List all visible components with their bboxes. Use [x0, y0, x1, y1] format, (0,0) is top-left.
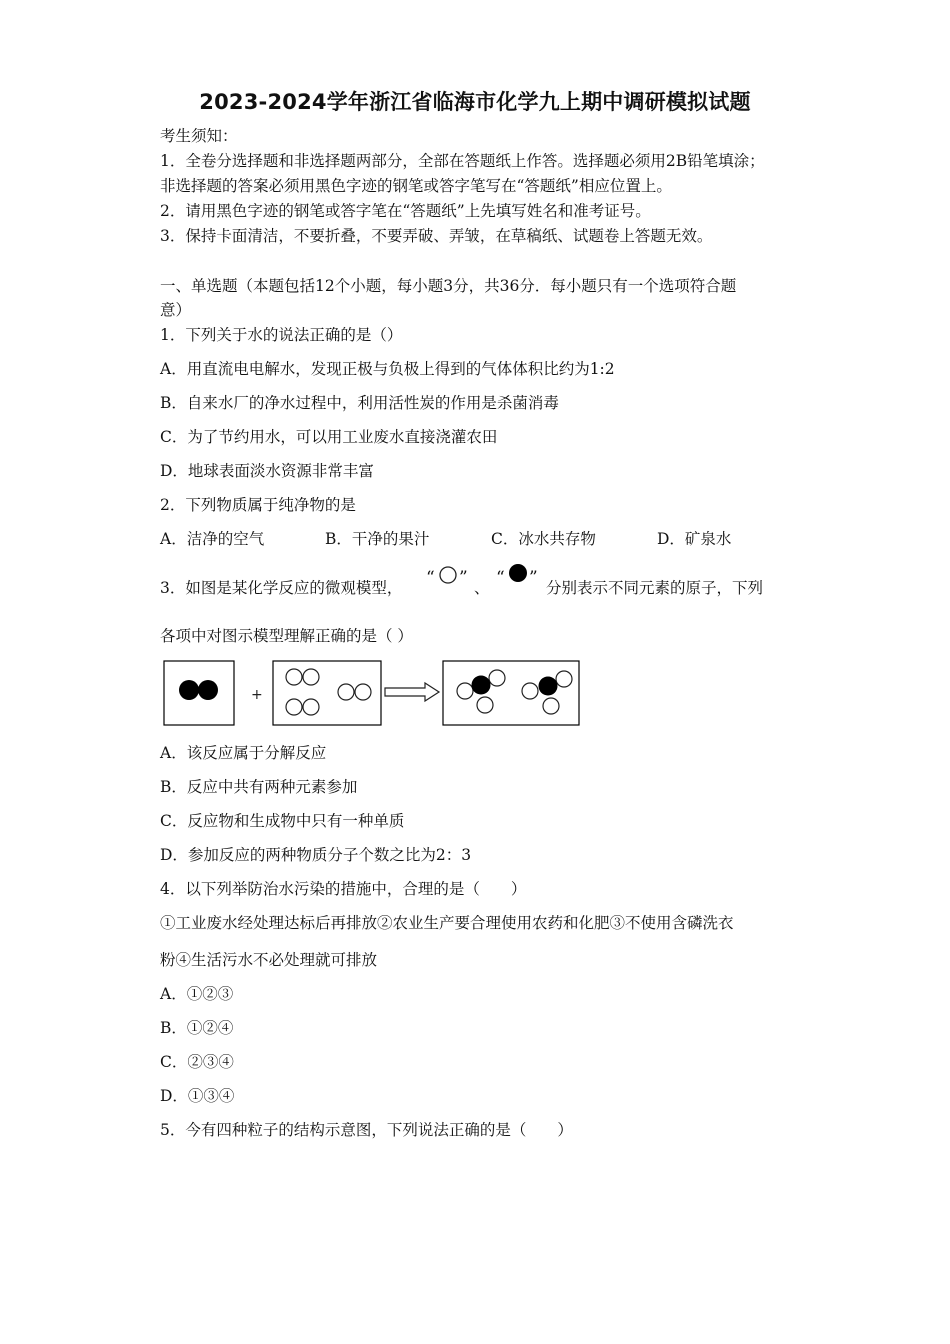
- notice-item-3: 3．保持卡面清洁，不要折叠，不要弄破、弄皱，在草稿纸、试题卷上答题无效。: [160, 227, 713, 245]
- q1-option-c: C．为了节约用水，可以用工业废水直接浇灌农田: [160, 428, 498, 446]
- notice-heading: 考生须知：: [160, 127, 238, 145]
- q3-stem-line2: 各项中对图示模型理解正确的是（ ）: [160, 627, 413, 645]
- notice-item-2: 2．请用黑色字迹的钢笔或答字笔在“答题纸”上先填写姓名和准考证号。: [160, 202, 651, 220]
- q3-stem-part2: 分别表示不同元素的原子，下列: [546, 579, 764, 597]
- white-atom-icon: [437, 564, 459, 586]
- white-atom: [543, 698, 559, 714]
- q3-quote-close-2: ”: [529, 568, 538, 588]
- white-atom: [522, 683, 538, 699]
- q4-option-c: C．②③④: [160, 1053, 234, 1071]
- q4-stem: 4．以下列举防治水污染的措施中，合理的是（ ）: [160, 880, 527, 898]
- q3-option-a: A．该反应属于分解反应: [160, 744, 327, 762]
- q4-option-a: A．①②③: [160, 985, 234, 1003]
- q4-measures-line1: ①工业废水经处理达标后再排放②农业生产要合理使用农药和化肥③不使用含磷洗衣: [160, 914, 734, 932]
- q4-option-b: B．①②④: [160, 1019, 234, 1037]
- notice-item-1-cont: 非选择题的答案必须用黑色字迹的钢笔或答字笔写在“答题纸”相应位置上。: [160, 177, 672, 195]
- white-atom: [477, 697, 493, 713]
- q3-option-b: B．反应中共有两种元素参加: [160, 778, 358, 796]
- q1-stem: 1．下列关于水的说法正确的是（）: [160, 326, 403, 344]
- q4-option-d: D．①③④: [160, 1087, 235, 1105]
- q2-options: [160, 529, 800, 549]
- q3-quote-open-1: “: [426, 568, 435, 588]
- q4-measures-line2: 粉④生活污水不必处理就可排放: [160, 951, 378, 969]
- white-atom: [303, 669, 319, 685]
- white-atom: [303, 699, 319, 715]
- section-heading-cont: 意）: [160, 301, 192, 319]
- q1-option-b: B．自来水厂的净水过程中，利用活性炭的作用是杀菌消毒: [160, 394, 559, 412]
- q2-stem: 2．下列物质属于纯净物的是: [160, 496, 356, 514]
- white-atom: [338, 684, 354, 700]
- q2-option-c: C．冰水共存物: [491, 530, 596, 548]
- white-atom: [286, 669, 302, 685]
- q2-option-a: A．洁净的空气: [160, 530, 265, 548]
- plus-sign: +: [251, 687, 263, 703]
- black-atom: [472, 676, 491, 695]
- white-atom: [556, 671, 572, 687]
- q5-stem: 5．今有四种粒子的结构示意图，下列说法正确的是（ ）: [160, 1121, 573, 1139]
- q3-reaction-diagram: [163, 659, 583, 729]
- q2-option-d: D．矿泉水: [657, 530, 732, 548]
- white-atom: [457, 683, 473, 699]
- black-atom: [539, 677, 558, 696]
- q3-option-d: D．参加反应的两种物质分子个数之比为2：3: [160, 846, 472, 864]
- black-atom: [198, 680, 218, 700]
- q1-option-a: A．用直流电电解水，发现正极与负极上得到的气体体积比约为1:2: [160, 360, 615, 378]
- white-atom: [286, 699, 302, 715]
- white-atom: [489, 670, 505, 686]
- q2-option-b: B．干净的果汁: [325, 530, 430, 548]
- q3-option-c: C．反应物和生成物中只有一种单质: [160, 812, 405, 830]
- q3-stem-part1: 3．如图是某化学反应的微观模型，: [160, 579, 403, 597]
- q3-quote-open-2: “: [496, 568, 505, 588]
- exam-title: 2023-2024学年浙江省临海市化学九上期中调研模拟试题: [199, 90, 751, 114]
- reaction-arrow-icon: [385, 683, 439, 701]
- q1-option-d: D．地球表面淡水资源非常丰富: [160, 462, 374, 480]
- black-atom: [179, 680, 199, 700]
- q3-separator: 、: [474, 579, 490, 597]
- white-atom: [355, 684, 371, 700]
- q3-quote-close-1: ”: [459, 568, 468, 588]
- section-heading: 一、单选题（本题包括12个小题，每小题3分，共36分．每小题只有一个选项符合题: [160, 277, 737, 295]
- black-atom-icon: [507, 562, 529, 584]
- notice-item-1: 1．全卷分选择题和非选择题两部分，全部在答题纸上作答。选择题必须用2B铅笔填涂；: [160, 152, 765, 170]
